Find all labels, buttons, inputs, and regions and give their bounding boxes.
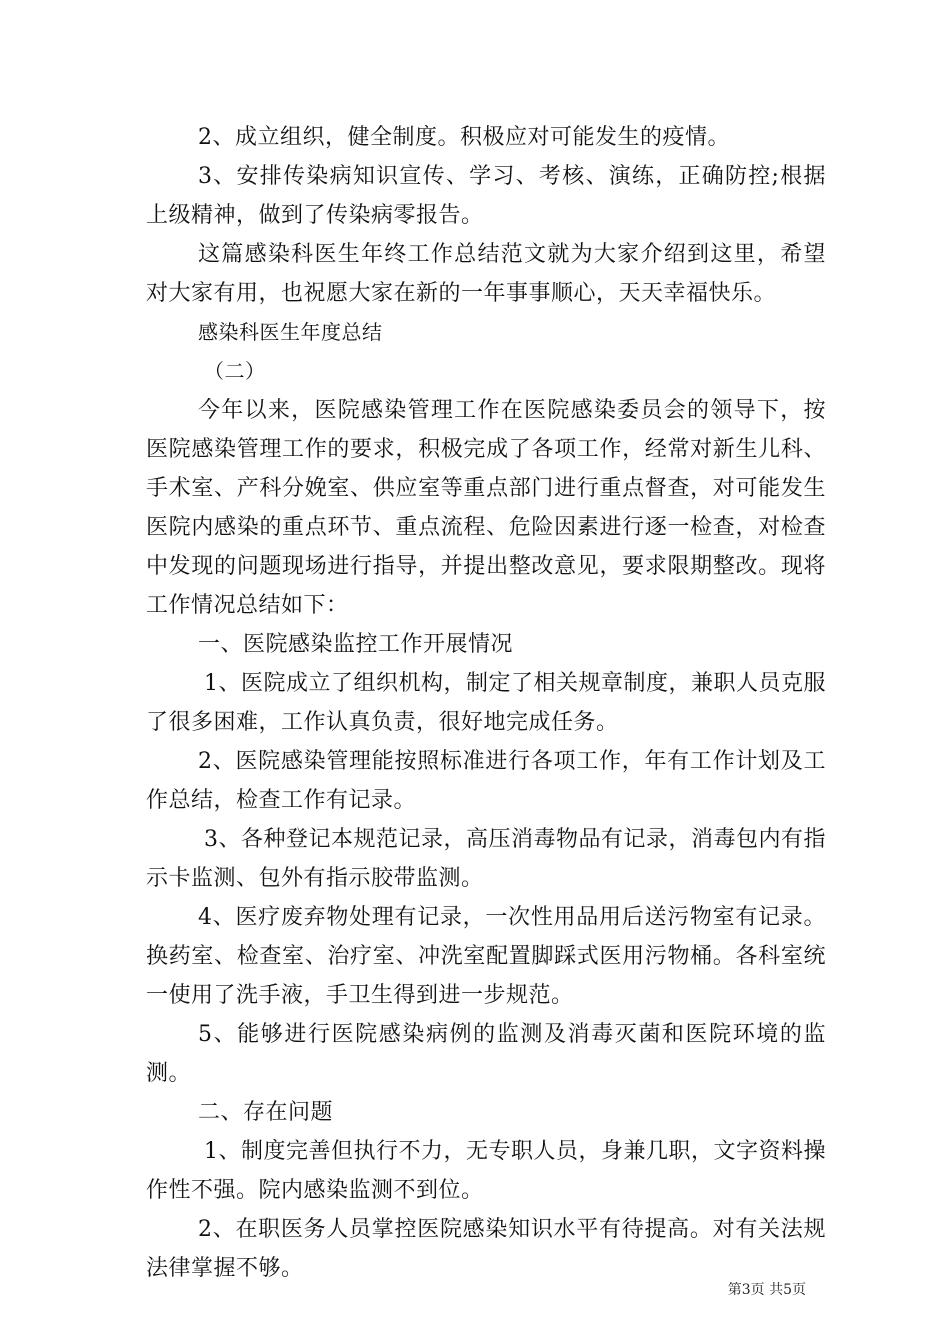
paragraph: 这篇感染科医生年终工作总结范文就为大家介绍到这里，希望对大家有用，也祝愿大家在新的一年事事顺心，天天幸福快乐。 — [146, 242, 826, 306]
paragraph: 3、安排传染病知识宣传、学习、考核、演练，正确防控;根据上级精神，做到了传染病零报告。 — [146, 164, 826, 228]
subheading: 一、医院感染监控工作开展情况 — [198, 632, 514, 657]
section-title: 感染科医生年度总结 — [198, 320, 383, 344]
paragraph: 3、各种登记本规范记录，高压消毒物品有记录，消毒包内有指示卡监测、包外有指示胶带监测。 — [146, 827, 826, 891]
section-number: （二） — [204, 359, 266, 383]
paragraph: 5、能够进行医院感染病例的监测及消毒灭菌和医院环境的监测。 — [146, 1022, 826, 1086]
paragraph: 1、制度完善但执行不力，无专职人员，身兼几职，文字资料操作性不强。院内感染监测不到位。 — [146, 1139, 826, 1203]
document-body — [146, 118, 826, 1288]
paragraph: 2、医院感染管理能按照标准进行各项工作，年有工作计划及工作总结，检查工作有记录。 — [146, 749, 826, 813]
paragraph: 2、成立组织，健全制度。积极应对可能发生的疫情。 — [198, 125, 730, 150]
paragraph: 今年以来，医院感染管理工作在医院感染委员会的领导下，按医院感染管理工作的要求，积极完成了各项工作，经常对新生儿科、手术室、产科分娩室、供应室等重点部门进行重点督查，对可能发生医院内感染的重点环节、重点流程、危险因素进行逐一检查，对检查中发现的问题现场进行指导，并提出整改意见，要求限期整改。现将工作情况总结如下： — [146, 398, 826, 618]
paragraph: 1、医院成立了组织机构，制定了相关规章制度，兼职人员克服了很多困难，工作认真负责，很好地完成任务。 — [146, 671, 826, 735]
paragraph: 2、在职医务人员掌控医院感染知识水平有待提高。对有关法规法律掌握不够。 — [146, 1217, 826, 1281]
page-number-footer: 第3页 共5页 — [727, 1282, 806, 1298]
subheading: 二、存在问题 — [198, 1100, 334, 1125]
paragraph: 4、医疗废弃物处理有记录，一次性用品用后送污物室有记录。换药室、检查室、治疗室、冲洗室配置脚踩式医用污物桶。各科室统一使用了洗手液，手卫生得到进一步规范。 — [146, 905, 826, 1008]
